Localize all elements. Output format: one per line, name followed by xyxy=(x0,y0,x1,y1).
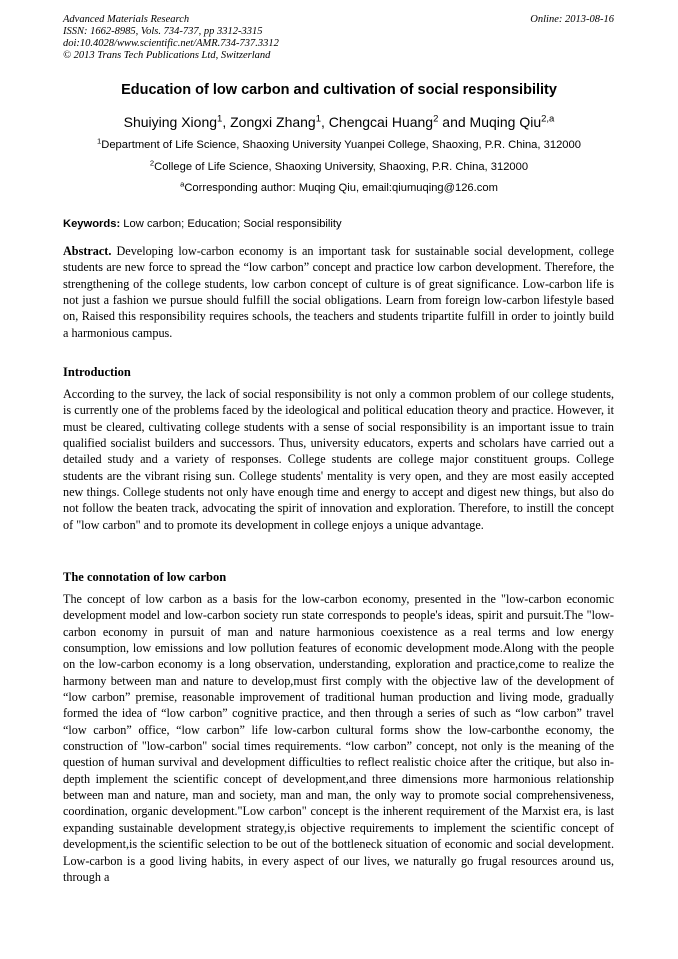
keywords-text: Low carbon; Education; Social responsibility xyxy=(120,218,342,230)
section-heading-introduction: Introduction xyxy=(63,365,131,379)
author-name: Muqing Qiu xyxy=(469,114,542,130)
affiliation-mark: a xyxy=(180,179,185,189)
journal-header xyxy=(63,14,279,62)
affiliation-text: Department of Life Science, Shaoxing University Yuanpei College, Shaoxing, P.R. China, 312000 xyxy=(101,139,581,151)
online-date: Online: 2013-08-16 xyxy=(530,14,614,25)
affiliation-2 xyxy=(0,160,678,174)
journal-name: Advanced Materials Research xyxy=(63,14,190,25)
keywords-label: Keywords: xyxy=(63,218,121,230)
abstract-text: Developing low-carbon economy is an important task for sustainable social development, college students are new force to spread the “low carbon” concept and practice low carbon development. Therefore, the strengthening of the college students, low carbon concept of culture is of great significance. Low-carbon life is not just a fashion we pursue should fulfill the social obligations. Learn from foreign low-carbon lifestyle based on, Raised this responsibility requires schools, the teachers and students tripartite fulfill in order to jointly build a harmonious campus. xyxy=(63,244,614,340)
keywords xyxy=(63,217,342,231)
affiliation-1 xyxy=(0,138,678,152)
author-affiliation-mark: 1 xyxy=(217,113,223,125)
author-affiliation-mark: 2,a xyxy=(541,113,555,125)
author-name: Chengcai Huang xyxy=(328,114,434,130)
author-conjunction: and xyxy=(442,114,466,130)
affiliation-text: College of Life Science, Shaoxing University, Shaoxing, P.R. China, 312000 xyxy=(154,161,529,173)
author-name: Zongxi Zhang xyxy=(230,114,316,130)
abstract-label: Abstract. xyxy=(63,244,112,258)
issn-line: ISSN: 1662-8985, Vols. 734-737, pp 3312-3315 xyxy=(63,26,263,37)
author-affiliation-mark: 1 xyxy=(315,113,322,125)
affiliation-text: Corresponding author: Muqing Qiu, email:qiumuqing@126.com xyxy=(184,182,498,194)
copyright-line: © 2013 Trans Tech Publications Ltd, Switzerland xyxy=(63,50,271,61)
paper-title: Education of low carbon and cultivation of social responsibility xyxy=(121,82,557,98)
affiliation-mark: 1 xyxy=(97,136,102,146)
author-affiliation-mark: 2 xyxy=(433,113,439,125)
doi-line: doi:10.4028/www.scientific.net/AMR.734-737.3312 xyxy=(63,38,279,49)
abstract xyxy=(63,243,614,341)
affiliation-mark: 2 xyxy=(149,158,155,168)
section-body-connotation: The concept of low carbon as a basis for the low-carbon economy, presented in the "low-carbon economic development model and low-carbon society run state corresponds to people's ideas, spirit and pursuit.The "low-carbon economy in pursuit of man and nature harmonious coexistence as a real terms and low energy consumption, low emissions and low pollution features of economic development mode.Along with the people on the low-carbon economy is a long observation, understanding, exploration and practice,come to realize the harmony between man and nature to develop,must first comply with the objective law of the development of “low carbon” premise, reasonable improvement of traditional human production and living mode, gradually formed the idea of “low carbon” cognitive practice, and then through a series of such as “low carbon” travel “low carbon” office, “low carbon” life low-carbon cultural forms show the low-carbonthe economy, the construction of "low-carbon" social times requirements. “low carbon” concept, not only is the meaning of the question of human survival and development difficulties to reflect realistic choice after the critique, but also in-depth implement the scientific concept of development,and three dimensions more harmonious relationship between man and nature, man and society, man and man, the only way to promote social comprehensiveness, coordination, organic development."Low carbon" concept is the inherent requirement of the Marxist era, is last expanding sustainable development strategy,is objective requirements to implement the scientific concept of development,is the scientific selection to be out of the bottleneck situation of economic and social development. Low-carbon is a good living habits, in every aspect of our lives, we naturally go frugal resources around us, through a xyxy=(63,592,614,884)
corresponding-author xyxy=(0,181,678,195)
author-name: Shuiying Xiong xyxy=(123,114,218,130)
section-body-introduction: According to the survey, the lack of social responsibility is not only a common problem of our college students, is currently one of the problems faced by the ideological and political education theory and practice. However, it must be cleared, cultivating college students with a sense of social responsibility is an important issue to train qualified socialist builders and successors. Thus, university educators, experts and scholars have carried out a detailed study and a variety of responses. College students are college major constituent groups. College students are the vibrant rising sun. College students' mentality is very open, and they are most easily accepted new things. College students not only have enough time and energy to accept and digest new things, but also do not follow the beaten track, advocating the spirit of innovation and exploration. Therefore, to instill the concept of "low carbon" and to promote its development in college enjoys a unique advantage. xyxy=(63,387,614,532)
author-list: Shuiying Xiong$^1$, Zongxi Zhang$^1$, Chengcai Huang$^2$ and Muqing Qiu$^{2,a}$ xyxy=(123,113,555,130)
section-heading-connotation: The connotation of low carbon xyxy=(63,570,227,584)
